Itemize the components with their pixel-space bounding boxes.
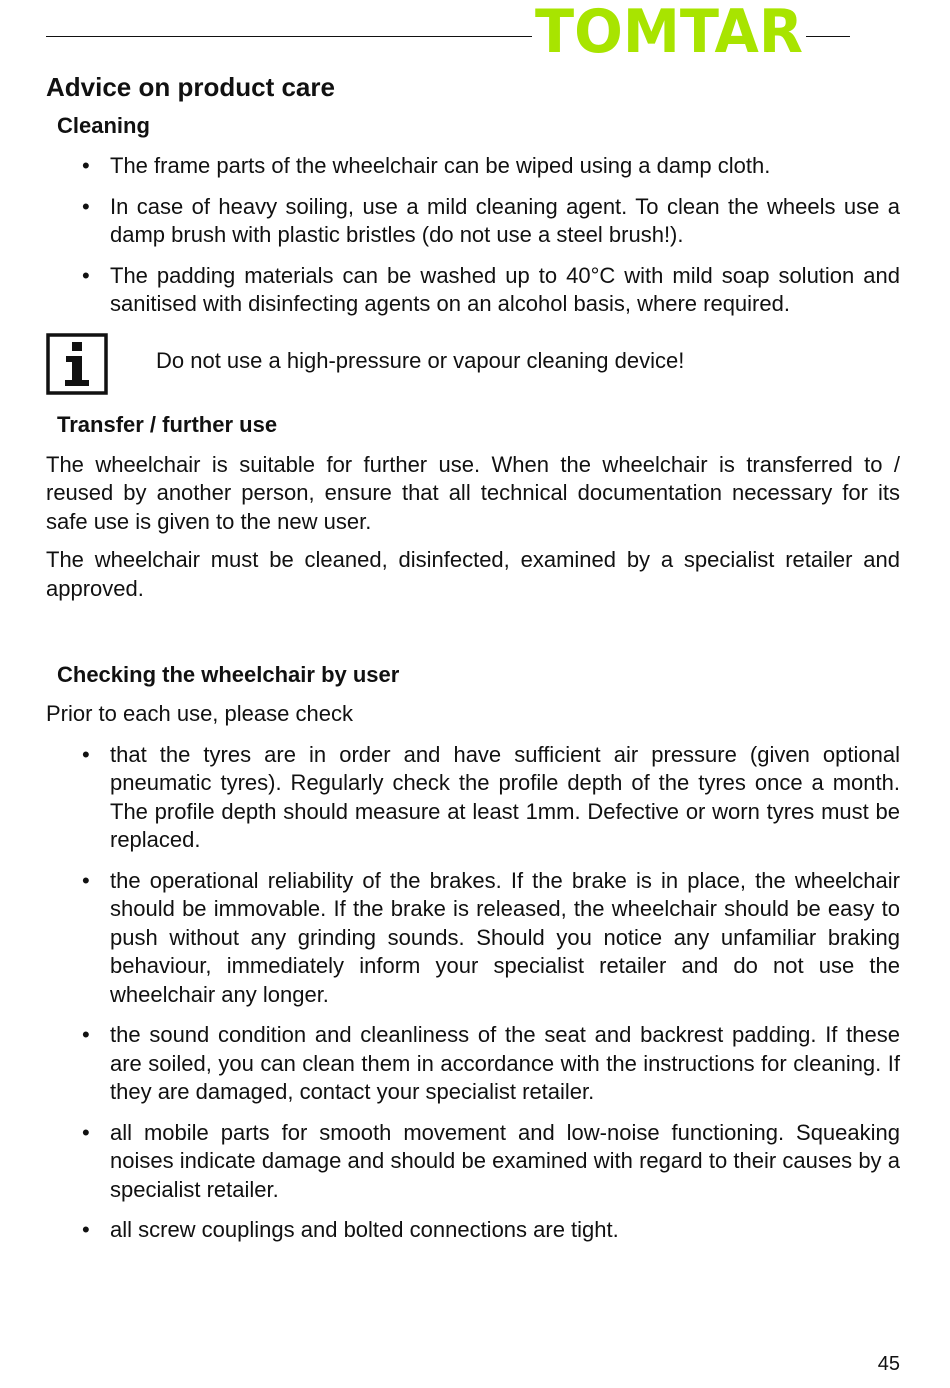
transfer-heading: Transfer / further use bbox=[57, 411, 278, 437]
checking-item-text: the sound condition and cleanliness of the seat and backrest padding. If these are soiled, you can clean them in accordance with the instructions for cleaning. If they are damaged, contact your specialist retailer. bbox=[110, 1022, 900, 1104]
logo-text: TOMTAR bbox=[535, 2, 803, 58]
checking-item-text: all mobile parts for smooth movement and low-noise functioning. Squeaking noises indicate damage and should be examined with regard to their causes by a specialist retailer. bbox=[110, 1119, 900, 1202]
checking-item bbox=[46, 741, 900, 855]
tomtar-logo bbox=[532, 2, 806, 58]
notice-text: Do not use a high-pressure or vapour cleaning device! bbox=[156, 347, 685, 373]
cleaning-item bbox=[46, 152, 900, 181]
bullet: • bbox=[82, 741, 90, 767]
bullet: • bbox=[82, 153, 90, 178]
page-content bbox=[46, 70, 900, 1245]
checking-intro: Prior to each use, please check bbox=[46, 701, 353, 726]
transfer-paragraph: The wheelchair must be cleaned, disinfected, examined by a specialist retailer and approved. bbox=[46, 547, 900, 601]
cleaning-item-text: In case of heavy soiling, use a mild cleaning agent. To clean the wheels use a damp brush with plastic bristles (do not use a steel brush!). bbox=[110, 193, 900, 247]
info-icon bbox=[46, 333, 108, 395]
cleaning-item-text: The padding materials can be washed up to 40°C with mild soap solution and sanitised with disinfecting agents on an alcohol basis, where required. bbox=[110, 262, 900, 316]
transfer-paragraph: The wheelchair is suitable for further use. When the wheelchair is transferred to / reused by another person, ensure that all technical documentation necessary for its safe use is given to the new user. bbox=[46, 451, 900, 534]
checking-heading: Checking the wheelchair by user bbox=[57, 662, 400, 687]
cleaning-item bbox=[46, 193, 900, 250]
cleaning-item-text: The frame parts of the wheelchair can be wiped using a damp cloth. bbox=[110, 153, 771, 178]
page-title: Advice on product care bbox=[46, 72, 335, 102]
bullet: • bbox=[82, 1022, 90, 1047]
page-number: 45 bbox=[877, 1353, 900, 1375]
checking-item bbox=[46, 1216, 900, 1245]
checking-item bbox=[46, 1021, 900, 1107]
cleaning-heading: Cleaning bbox=[57, 113, 150, 138]
checking-item bbox=[46, 867, 900, 1010]
bullet: • bbox=[82, 1217, 90, 1242]
bullet: • bbox=[82, 262, 90, 288]
bullet: • bbox=[82, 193, 90, 219]
header-rule-right bbox=[806, 36, 850, 37]
bullet: • bbox=[82, 1119, 90, 1145]
checking-item-text: the operational reliability of the brakes. If the brake is in place, the wheelchair should be immovable. If the brake is released, the wheelchair should be easy to push without any grinding sounds. Should you notice any unfamiliar braking behaviour, immediately inform your specialist retailer and do not use the wheelchair any longer. bbox=[110, 867, 900, 1007]
checking-item-text: that the tyres are in order and have sufficient air pressure (given optional pneumatic tyres). Regularly check the profile depth of the tyres once a month. The profile depth should measure at least 1mm. Defective or worn tyres must be replaced. bbox=[110, 741, 900, 852]
header-rule-left bbox=[46, 36, 532, 37]
cleaning-list bbox=[46, 152, 900, 319]
bullet: • bbox=[82, 867, 90, 893]
checking-item bbox=[46, 1119, 900, 1205]
checking-item-text: all screw couplings and bolted connections are tight. bbox=[110, 1217, 619, 1242]
tomtar-logo-graphic bbox=[532, 2, 806, 58]
cleaning-item bbox=[46, 262, 900, 319]
checking-list bbox=[46, 741, 900, 1245]
cleaning-notice bbox=[46, 333, 900, 397]
